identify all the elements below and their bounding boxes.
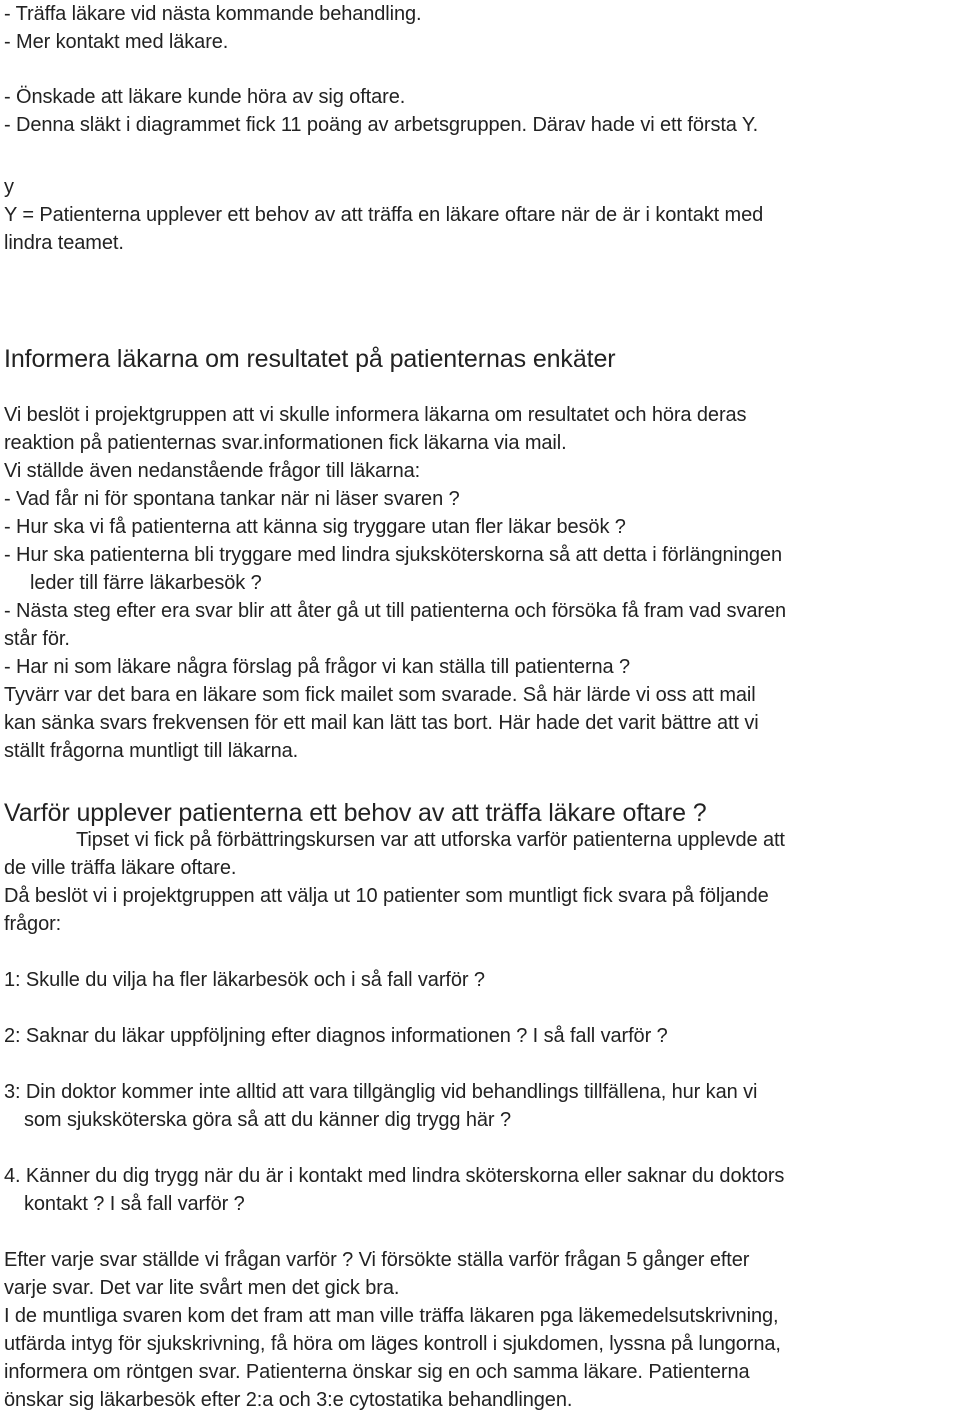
question-line: kontakt ? I så fall varför ? xyxy=(24,1193,245,1215)
text-line: informera om röntgen svar. Patienterna önskar sig en och samma läkare. Patienterna xyxy=(4,1361,750,1383)
text-line: Y = Patienterna upplever ett behov av att träffa en läkare oftare när de är i kontakt med xyxy=(4,204,764,226)
text-line: y xyxy=(4,176,14,198)
text-line: Efter varje svar ställde vi frågan varför ? Vi försökte ställa varför frågan 5 gånger efter xyxy=(4,1249,750,1271)
text-line: står för. xyxy=(4,628,70,650)
text-line: utfärda intyg för sjukskrivning, få höra om läges kontroll i sjukdomen, lyssna på lungorna, xyxy=(4,1333,781,1355)
question-line: 1: Skulle du vilja ha fler läkarbesök och i så fall varför ? xyxy=(4,969,485,991)
text-line: Vi beslöt i projektgruppen att vi skulle informera läkarna om resultatet och höra deras xyxy=(4,404,747,426)
bullet-line: - Hur ska patienterna bli tryggare med lindra sjuksköterskorna så att detta i förlängningen xyxy=(4,544,782,566)
text-line: Då beslöt vi i projektgruppen att välja ut 10 patienter som muntligt fick svara på följande xyxy=(4,885,769,907)
section-heading: Varför upplever patienterna ett behov av att träffa läkare oftare ? xyxy=(4,799,707,827)
text-line: frågor: xyxy=(4,913,62,935)
section-heading: Informera läkarna om resultatet på patienternas enkäter xyxy=(4,345,616,373)
bullet-line: - Hur ska vi få patienterna att känna sig tryggare utan fler läkar besök ? xyxy=(4,516,626,538)
bullet-line: - Mer kontakt med läkare. xyxy=(4,31,229,53)
text-line: varje svar. Det var lite svårt men det gick bra. xyxy=(4,1277,400,1299)
text-line: Tyvärr var det bara en läkare som fick mailet som svarade. Så här lärde vi oss att mail xyxy=(4,684,756,706)
text-line: ställt frågorna muntligt till läkarna. xyxy=(4,740,299,762)
bullet-line: - Denna släkt i diagrammet fick 11 poäng av arbetsgruppen. Därav hade vi ett första Y. xyxy=(4,114,759,136)
text-line: de ville träffa läkare oftare. xyxy=(4,857,237,879)
question-line: 2: Saknar du läkar uppföljning efter diagnos informationen ? I så fall varför ? xyxy=(4,1025,668,1047)
text-line: kan sänka svars frekvensen för ett mail kan lätt tas bort. Här hade det varit bättre att vi xyxy=(4,712,759,734)
bullet-line: - Vad får ni för spontana tankar när ni läser svaren ? xyxy=(4,488,460,510)
text-line: - Nästa steg efter era svar blir att åter gå ut till patienterna och försöka få fram vad svaren xyxy=(4,600,786,622)
text-line: - Har ni som läkare några förslag på frågor vi kan ställa till patienterna ? xyxy=(4,656,631,678)
question-line: 4. Känner du dig trygg när du är i kontakt med lindra sköterskorna eller saknar du doktors xyxy=(4,1165,785,1187)
text-line: I de muntliga svaren kom det fram att man ville träffa läkaren pga läkemedelsutskrivning, xyxy=(4,1305,779,1327)
text-line: reaktion på patienternas svar.informationen fick läkarna via mail. xyxy=(4,432,567,454)
text-line: lindra teamet. xyxy=(4,232,124,254)
question-line: 3: Din doktor kommer inte alltid att vara tillgänglig vid behandlings tillfällena, hur kan vi xyxy=(4,1081,758,1103)
bullet-line: - Träffa läkare vid nästa kommande behandling. xyxy=(4,3,422,25)
question-line: som sjuksköterska göra så att du känner dig trygg här ? xyxy=(24,1109,511,1131)
text-line: önskar sig läkarbesök efter 2:a och 3:e cytostatika behandlingen. xyxy=(4,1389,573,1411)
text-line: Tipset vi fick på förbättringskursen var att utforska varför patienterna upplevde att xyxy=(76,829,785,851)
text-line: Vi ställde även nedanstående frågor till läkarna: xyxy=(4,460,421,482)
bullet-line: - Önskade att läkare kunde höra av sig oftare. xyxy=(4,86,406,108)
text-line: leder till färre läkarbesök ? xyxy=(30,572,262,594)
